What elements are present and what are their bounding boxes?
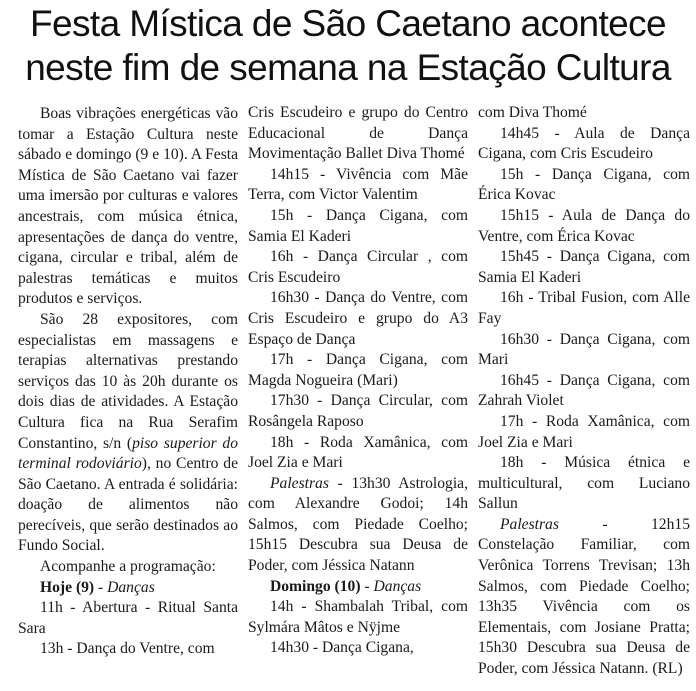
text: São 28 expositores, com especialistas em massagens e terapias alternativas prestando serviços das 10 às 20h durante os dois dias de atividades. A Estação Cultura fica na Rua Serafim Constantino, s/n (	[18, 310, 238, 452]
schedule-item: 16h45 - Dança Cigana, com Zahrah Violet	[478, 371, 690, 410]
schedule-item: 15h - Dança Cigana, com Érica Kovac	[478, 165, 690, 204]
day-subtitle: - Danças	[360, 577, 422, 595]
schedule-item: 11h - Abertura - Ritual Santa Sara	[18, 599, 238, 637]
schedule-item: 16h - Dança Circular , com Cris Escudeiro	[248, 248, 468, 286]
headline-line-2: neste fim de semana na Estação Cultura	[25, 47, 671, 88]
paragraph-expositores	[18, 310, 238, 557]
day-title: Domingo (10)	[270, 577, 361, 595]
programacao-label: Acompanhe a programação:	[40, 558, 216, 576]
schedule-item: 16h30 - Dança do Ventre, com Cris Escudeiro e grupo do A3 Espaço de Dança	[248, 289, 468, 348]
palestras-label: Palestras	[500, 515, 559, 533]
schedule-item: 14h - Shambalah Tribal, com Sylmára Mâtos e Nÿjme	[248, 598, 468, 636]
schedule-item: 14h30 - Dança Cigana,	[270, 639, 414, 657]
headline-line-1: Festa Mística de São Caetano acontece	[30, 3, 666, 44]
text: - 13h30 Astrologia, com Alexandre Godoi; 14h Salmos, com Piedade Coelho; 15h15 Descubra sua Deusa de Poder, com Jéssica Natann	[248, 474, 468, 575]
schedule-item: 15h - Dança Cigana, com Samia El Kaderi	[248, 206, 468, 245]
schedule-item: 17h - Dança Cigana, com Magda Nogueira (Mari)	[248, 351, 468, 389]
paragraph-intro: Boas vibrações energéticas vão tomar a Estação Cultura neste sábado e domingo (9 e 10). A Festa Mística de São Caetano vai fazer uma imersão por culturas e valores ancestrais, com música étnica, apresentações de dança do ventre, cigana, circular e tribal, além de palestras temáticas e muitos produtos e serviços.	[18, 105, 239, 308]
schedule-item: 16h - Tribal Fusion, com Alle Fay	[478, 289, 690, 327]
schedule-item: 18h - Roda Xamânica, com Joel Zia e Mari	[248, 433, 468, 472]
schedule-item: 14h15 - Vivência com Mãe Terra, com Victor Valentim	[248, 165, 468, 204]
day-title: Hoje (9)	[40, 578, 95, 596]
column-1	[18, 104, 238, 660]
palestras-item	[248, 474, 468, 577]
day-subtitle: - Danças	[94, 578, 155, 596]
column-3	[478, 103, 690, 680]
schedule-item: 16h30 - Dança Cigana, com Mari	[478, 330, 690, 369]
schedule-item-cont: Cris Escudeiro e grupo do Centro Educacional de Dança Movimentação Ballet Diva Thomé	[248, 104, 468, 163]
schedule-item: 17h - Roda Xamânica, com Joel Zia e Mari	[478, 412, 690, 451]
italic-note: piso superior do terminal rodoviário	[18, 434, 238, 473]
palestras-item	[478, 515, 690, 680]
text: - 12h15 Constelação Familiar, com Verônica Torrens Trevisan; 13h Salmos, com Piedade Coelho; 13h35 Vivência com os Elementais, com Josiane Pratta; 15h30 Descubra sua Deusa de Poder, com Jéssica Natann. (RL)	[478, 515, 690, 678]
schedule-item: 15h15 - Aula de Dança do Ventre, com Érica Kovac	[478, 206, 690, 245]
text: ), no Centro de São Caetano. A entrada é solidária: doação de alimentos não perecíveis, que serão destinados ao Fundo Social.	[18, 455, 238, 555]
day-heading-hoje	[18, 578, 238, 599]
palestras-label: Palestras	[270, 474, 329, 492]
headline	[0, 2, 696, 90]
schedule-item-cont: com Diva Thomé	[478, 104, 587, 121]
schedule-item: 13h - Dança do Ventre, com	[40, 640, 215, 658]
schedule-item: 14h45 - Aula de Dança Cigana, com Cris Escudeiro	[478, 124, 690, 163]
schedule-item: 15h45 - Dança Cigana, com Samia El Kaderi	[478, 248, 690, 286]
schedule-item: 17h30 - Dança Circular, com Rosângela Raposo	[248, 392, 468, 430]
column-2	[248, 103, 468, 659]
schedule-item: 18h - Música étnica e multicultural, com Luciano Sallun	[478, 454, 690, 513]
day-heading-domingo	[248, 577, 468, 598]
